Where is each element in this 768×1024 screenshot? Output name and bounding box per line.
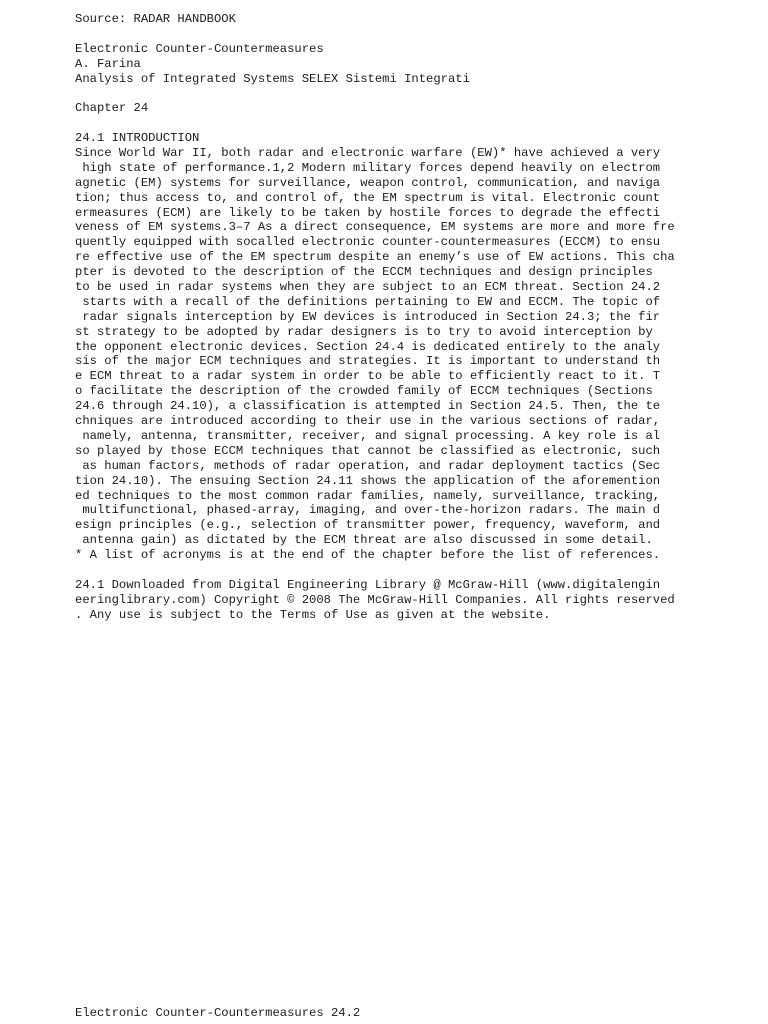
body-line: sis of the major ECM techniques and strategies. It is important to understand th (75, 354, 661, 369)
spacer (75, 116, 735, 131)
body-line: high state of performance.1,2 Modern military forces depend heavily on electrom (75, 160, 661, 175)
body-line: veness of EM systems.3–7 As a direct consequence, EM systems are more and more fre (75, 220, 675, 235)
body-line: radar signals interception by EW devices is introduced in Section 24.3; the fir (75, 309, 661, 324)
body-line: the opponent electronic devices. Section 24.4 is dedicated entirely to the analy (75, 339, 661, 354)
body-line: o facilitate the description of the crowded family of ECCM techniques (Sections (75, 384, 653, 399)
section-body (75, 146, 735, 563)
body-line: esign principles (e.g., selection of transmitter power, frequency, waveform, and (75, 518, 661, 533)
body-line: Since World War II, both radar and electronic warfare (EW)* have achieved a very (75, 146, 661, 161)
copyright-line: eeringlibrary.com) Copyright © 2008 The McGraw-Hill Companies. All rights reserved (75, 592, 675, 607)
copyright-line: 24.1 Downloaded from Digital Engineering Library @ McGraw-Hill (www.digitalengin (75, 577, 661, 592)
spacer (75, 563, 735, 578)
section-heading: 24.1 INTRODUCTION (75, 131, 200, 146)
spacer (75, 86, 735, 101)
body-line: agnetic (EM) systems for surveillance, weapon control, communication, and naviga (75, 175, 661, 190)
body-line: re effective use of the EM spectrum despite an enemy’s use of EW actions. This cha (75, 250, 675, 265)
body-line: starts with a recall of the definitions pertaining to EW and ECCM. The topic of (75, 294, 661, 309)
body-line: ed techniques to the most common radar families, namely, surveillance, tracking, (75, 488, 661, 503)
document-title: Electronic Counter-Countermeasures (75, 41, 324, 56)
author-affiliation: Analysis of Integrated Systems SELEX Sistemi Integrati (75, 71, 470, 86)
body-line: tion; thus access to, and control of, the EM spectrum is vital. Electronic count (75, 190, 661, 205)
body-line: namely, antenna, transmitter, receiver, and signal processing. A key role is al (75, 428, 661, 443)
copyright-line: . Any use is subject to the Terms of Use as given at the website. (75, 607, 551, 622)
body-line: antenna gain) as dictated by the ECM threat are also discussed in some detail. (75, 533, 653, 548)
page-footer: Electronic Counter-Countermeasures 24.2 (75, 1006, 361, 1020)
body-line: so played by those ECCM techniques that cannot be classified as electronic, such (75, 443, 661, 458)
body-line: multifunctional, phased-array, imaging, and over-the-horizon radars. The main d (75, 503, 661, 518)
copyright-notice (75, 578, 735, 623)
footnote: * A list of acronyms is at the end of the chapter before the list of references. (75, 548, 661, 563)
body-line: chniques are introduced according to their use in the various sections of radar, (75, 414, 661, 429)
author-name: A. Farina (75, 56, 141, 71)
spacer (75, 27, 735, 42)
body-line: pter is devoted to the description of the ECCM techniques and design principles (75, 265, 653, 280)
source-line: Source: RADAR HANDBOOK (75, 12, 236, 26)
body-line: st strategy to be adopted by radar designers is to try to avoid interception by (75, 324, 653, 339)
document-page (75, 12, 735, 623)
body-line: tion 24.10). The ensuing Section 24.11 shows the application of the aforemention (75, 473, 661, 488)
body-line: quently equipped with socalled electronic counter-countermeasures (ECCM) to ensu (75, 235, 661, 250)
body-line: 24.6 through 24.10), a classification is attempted in Section 24.5. Then, the te (75, 399, 661, 414)
body-line: ermeasures (ECM) are likely to be taken by hostile forces to degrade the effecti (75, 205, 661, 220)
chapter-label: Chapter 24 (75, 101, 149, 116)
body-line: as human factors, methods of radar operation, and radar deployment tactics (Sec (75, 458, 661, 473)
body-line: to be used in radar systems when they are subject to an ECM threat. Section 24.2 (75, 280, 661, 295)
body-line: e ECM threat to a radar system in order to be able to efficiently react to it. T (75, 369, 661, 384)
